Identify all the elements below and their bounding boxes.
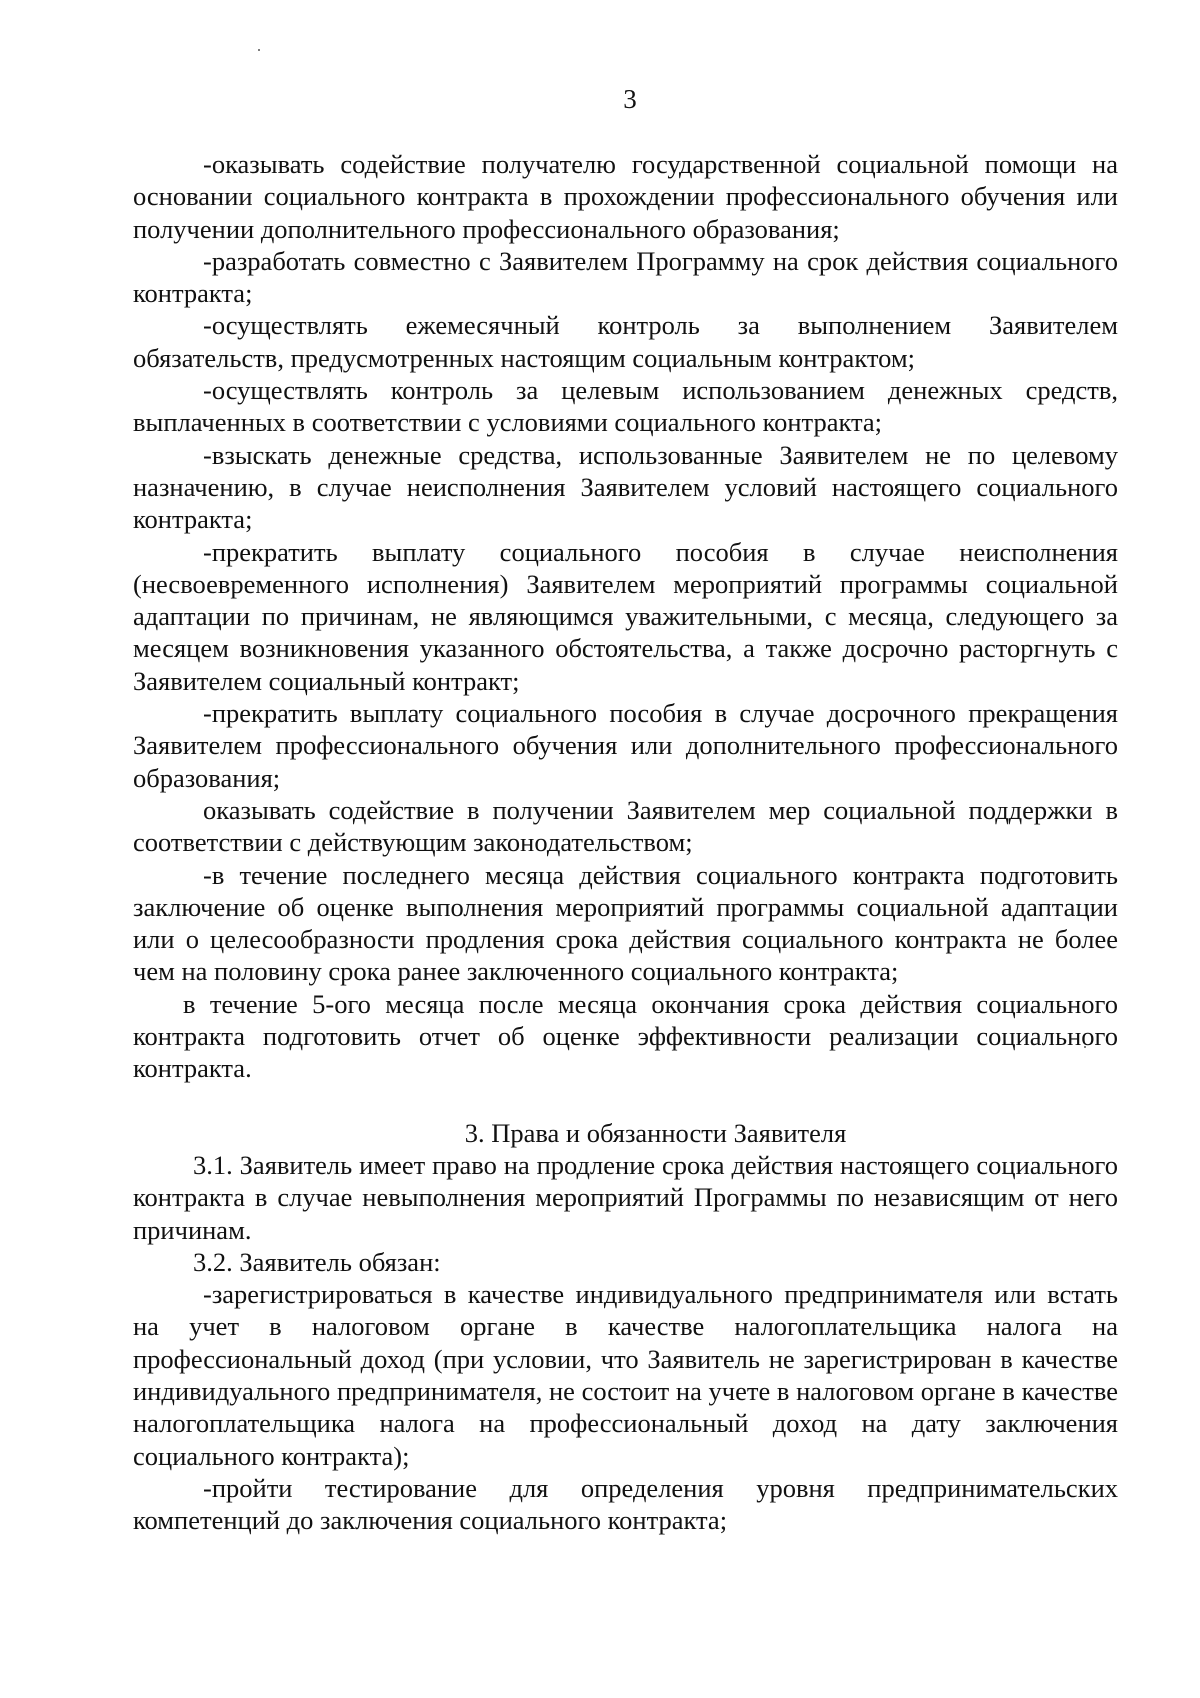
paragraph: -взыскать денежные средства, использованные Заявителем не по целевому назначению, в случае неисполнения Заявителем условий настоящего социального контракта; (133, 439, 1118, 535)
document-body (133, 148, 1118, 1536)
section-title: 3. Права и обязанности Заявителя (464, 1117, 847, 1148)
paragraph: 3.1. Заявитель имеет право на продление срока действия настоящего социального контракта в случае невыполнения мероприятий Программы по независящим от него причинам. (133, 1149, 1118, 1245)
paragraph: оказывать содействие в получении Заявителем мер социальной поддержки в соответствии с действующим законодательством; (133, 794, 1118, 858)
paragraph: -осуществлять ежемесячный контроль за выполнением Заявителем обязательств, предусмотренных настоящим социальным контрактом; (133, 310, 1118, 373)
paragraph: в течение 5-ого месяца после месяца окончания срока действия социального контракта подготовить отчет об оценке эффективности реализации социального контракта. (133, 988, 1118, 1084)
paragraph: -осуществлять контроль за целевым использованием денежных средств, выплаченных в соответствии с условиями социального контракта; (133, 375, 1118, 438)
page-number: 3 (623, 84, 637, 114)
paragraph: 3.2. Заявитель обязан: (193, 1246, 441, 1277)
paragraph: -разработать совместно с Заявителем Программу на срок действия социального контракта; (133, 245, 1118, 309)
paragraph: -пройти тестирование для определения уровня предпринимательских компетенций до заключения социального контракта; (133, 1472, 1118, 1536)
paragraph: -оказывать содействие получателю государственной социальной помощи на основании социального контракта в прохождении профессионального обучения или получении дополнительного профессионального образования; (133, 149, 1118, 244)
paragraph: -зарегистрироваться в качестве индивидуального предпринимателя или встать на учет в налоговом органе в качестве налогоплательщика налога на профессиональный доход (при условии, что Заявитель не зарегистрирован в качестве индивидуального предпринимателя, не состоит на учете в налоговом органе в качестве налогоплательщика налога на профессиональный доход на дату заключения социального контракта); (133, 1279, 1118, 1471)
paragraph: -прекратить выплату социального пособия в случае досрочного прекращения Заявителем профессионального обучения или дополнительного профессионального образования; (133, 698, 1118, 793)
scan-speck (258, 49, 260, 51)
paragraph: -в течение последнего месяца действия социального контракта подготовить заключение об оценке выполнения мероприятий программы социальной адаптации или о целесообразности продления срока действия социального контракта не более чем на половину срока ранее заключенного социального контракта; (133, 859, 1118, 987)
paragraph: -прекратить выплату социального пособия в случае неисполнения (несвоевременного исполнения) Заявителем мероприятий программы социальной адаптации по причинам, не являющимся уважительными, с месяца, следующего за месяцем возникновения указанного обстоятельства, а также досрочно расторгнуть с Заявителем социальный контракт; (133, 536, 1118, 696)
